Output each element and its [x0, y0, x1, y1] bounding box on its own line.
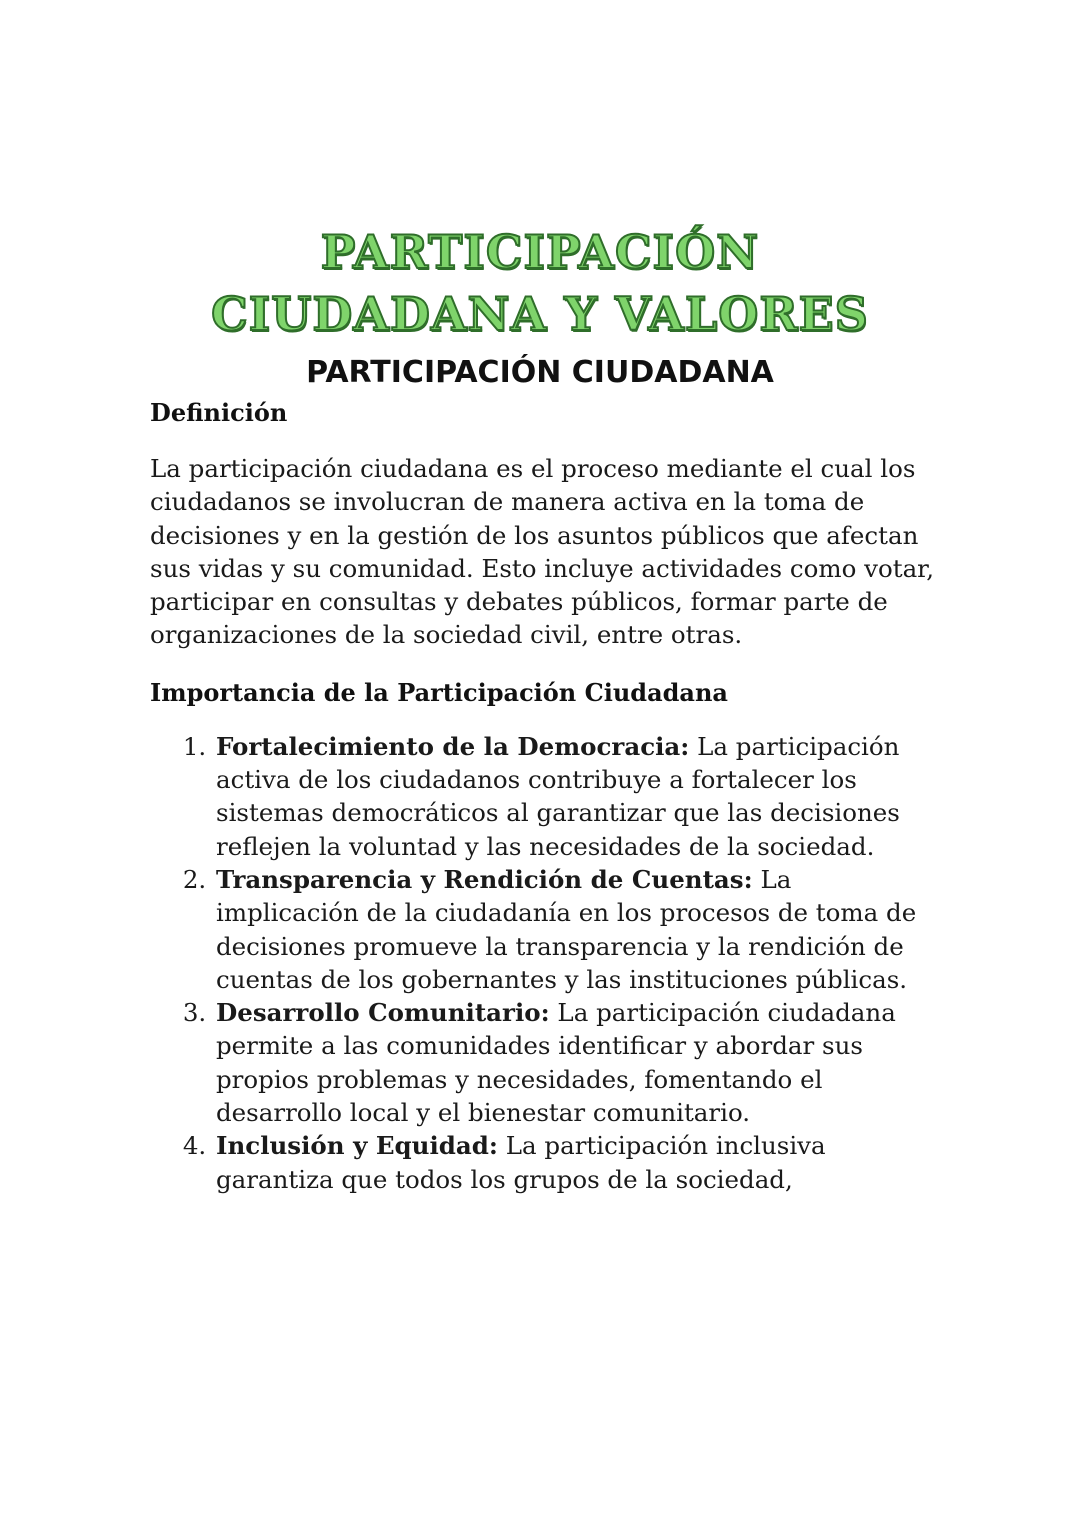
list-item	[214, 863, 940, 996]
content-body	[150, 396, 940, 1196]
list-item	[214, 996, 940, 1129]
importance-heading: Importancia de la Participación Ciudadana	[150, 677, 728, 707]
definition-heading: Definición	[150, 398, 288, 427]
list-item-text: La participación activa de los ciudadanos contribuye a fortalecer los sistemas democráticos al garantizar que las decisiones reflejen la voluntad y las necesidades de la sociedad.	[216, 731, 900, 861]
main-title-line-2: CIUDADANA Y VALORES	[211, 286, 869, 341]
list-item	[214, 730, 940, 863]
main-title-line-1: PARTICIPACIÓN	[320, 224, 760, 279]
section-title: PARTICIPACIÓN CIUDADANA	[306, 354, 774, 390]
definition-paragraph: La participación ciudadana es el proceso mediante el cual los ciudadanos se involucran de manera activa en la toma de decisiones y en la gestión de los asuntos públicos que afectan sus vidas y su comunidad. Esto incluye actividades como votar, participar en consultas y debates públicos, formar parte de organizaciones de la sociedad civil, entre otras.	[150, 454, 934, 650]
list-item	[214, 1129, 940, 1196]
list-item-text: La participación inclusiva garantiza que todos los grupos de la sociedad,	[216, 1131, 826, 1194]
list-item-term: Transparencia y Rendición de Cuentas:	[216, 864, 753, 894]
importance-list	[150, 730, 940, 1196]
list-item-text: La participación ciudadana permite a las comunidades identificar y abordar sus propios problemas y necesidades, fomentando el desarrollo local y el bienestar comunitario.	[216, 998, 896, 1128]
list-item-term: Inclusión y Equidad:	[216, 1131, 498, 1161]
list-item-term: Fortalecimiento de la Democracia:	[216, 731, 690, 761]
list-item-term: Desarrollo Comunitario:	[216, 998, 550, 1028]
main-title	[0, 221, 1080, 345]
list-item-text: La implicación de la ciudadanía en los procesos de toma de decisiones promueve la transparencia y la rendición de cuentas de los gobernantes y las instituciones públicas.	[216, 864, 917, 994]
